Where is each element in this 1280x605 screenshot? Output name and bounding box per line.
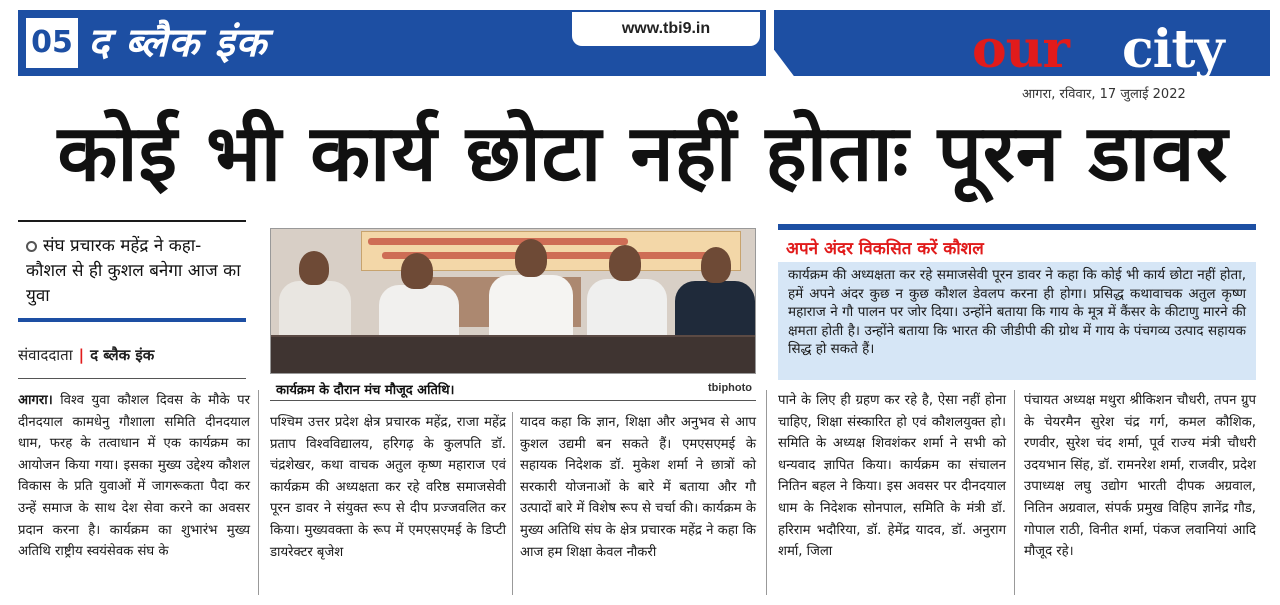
photo-table xyxy=(271,337,755,373)
section-logo-city: city xyxy=(1122,19,1224,80)
article-column-5: पंचायत अध्यक्ष मथुरा श्रीकिशन चौधरी, तपन ग्रुप के चेयरमैन सुरेश चंद्र गर्ग, कमल कौशिक, रणवीर, सुरेश चंद शर्मा, पूर्व राज्य मंत्री चौधरी उदयभान सिंह, डॉ. रामनरेश शर्मा, राजवीर, प्रदेश उपाध्यक्ष लघु उद्योग भारती दीपक अग्रवाल, नितिन अग्रवाल, संपर्क प्रमुख विहिप ज्ञानेंद्र गौड, गोपाल राठी, विनीत शर्मा, पंकज लवानियां आदि मौजूद रहे। xyxy=(1024,393,1256,560)
page-number: 05 xyxy=(26,18,78,68)
bullet-icon xyxy=(26,241,37,252)
section-logo-our: our xyxy=(972,19,1069,80)
divider xyxy=(18,378,246,379)
byline xyxy=(18,345,154,365)
byline-name: द ब्लैक इंक xyxy=(90,346,155,364)
article-column-1 xyxy=(18,390,250,563)
subhead-box xyxy=(18,222,246,319)
headline: कोई भी कार्य छोटा नहीं होताः पूरन डावर xyxy=(57,109,1229,199)
article-column-4: पाने के लिए ही ग्रहण कर रहे है, ऐसा नहीं होना चाहिए, शिक्षा संस्कारित हो एवं कौशलयुक्त हो। समिति के अध्यक्ष शिवशंकर शर्मा ने सभी को धन्यवाद ज्ञापित किया। कार्यक्रम का संचालन नितिन बहल ने किया। इस अवसर पर दीनदयाल धाम के निदेशक सोनपाल, समिति के मंत्री डॉ. हरिराम भदौरिया, डॉ. हेमेंद्र यादव, डॉ. अनुराग शर्मा, जिला xyxy=(778,393,1006,560)
column-separator xyxy=(258,390,259,595)
highlight-box xyxy=(778,262,1256,380)
subhead: संघ प्रचारक महेंद्र ने कहा- कौशल से ही कुशल बनेगा आज का युवा xyxy=(26,236,241,306)
article-column-1-text: विश्व युवा कौशल दिवस के मौके पर दीनदयाल कामधेनु गौशाला समिति दीनदयाल धाम, फरह के तत्वाधान में एक कार्यक्रम का आयोजन किया गया। इसका मुख्य उद्देश्य कौशल विकास के प्रति युवाओं में जागरूकता पैदा कर उन्हें समाज के साथ देश सेवा करने का अवसर प्रदान करना है। कार्यक्रम का शुभारंभ मुख्य अतिथि राष्ट्रीय स्वयंसेवक संघ के xyxy=(18,393,250,560)
photo-caption-text: कार्यक्रम के दौरान मंच मौजूद अतिथि। xyxy=(276,383,455,398)
article-column-2: पश्चिम उत्तर प्रदेश क्षेत्र प्रचारक महेंद्र, राजा महेंद्र प्रताप विश्वविद्यालय, हरिगढ़ के कुलपति डॉ. चंद्रशेखर, कथा वाचक अतुल कृष्ण महाराज एवं कार्यक्रम की अध्यक्षता कर रहे वरिष्ठ समाजसेवी पूरन डावर ने संयुक्त रूप से दीप प्रज्जवलित कर किया। मुख्यवक्ता के रूप में एमएसएमई के डिप्टी डायरेक्टर बृजेश xyxy=(270,415,506,560)
divider-blue xyxy=(18,318,246,322)
column-separator xyxy=(1014,390,1015,595)
brand-logo-hindi: द ब्लैक इंक xyxy=(88,20,268,66)
highlight-text: कार्यक्रम की अध्यक्षता कर रहे समाजसेवी पूरन डावर ने कहा कि कोई भी कार्य छोटा नहीं होता, हमें अपने अंदर कुछ न कुछ कौशल डेवलप करना ही होगा। प्रसिद्ध कथावाचक अतुल कृष्ण महाराज ने गौ पालन पर जोर दिया। उन्होंने बताया कि गाय के मूत्र में कैंसर के कीटाणु मारने की क्षमता होती है। उन्होंने बताया कि भारत की जीडीपी की ग्रोथ में गाय के पंचगव्य उत्पाद सहायक सिद्ध हो सकते हैं। xyxy=(788,267,1246,358)
highlight-top-rule xyxy=(778,224,1256,230)
column-separator xyxy=(766,390,767,595)
highlight-title: अपने अंदर विकसित करें कौशल xyxy=(786,239,984,259)
divider xyxy=(270,400,756,401)
website-link[interactable]: www.tbi9.in xyxy=(572,12,760,46)
byline-separator: | xyxy=(78,346,85,364)
article-dateline: आगरा। xyxy=(18,393,53,408)
column-separator xyxy=(512,412,513,595)
byline-label: संवाददाता xyxy=(18,346,73,364)
event-photo xyxy=(270,228,756,374)
dateline: आगरा, रविवार, 17 जुलाई 2022 xyxy=(1022,87,1186,102)
article-column-3: यादव कहा कि ज्ञान, शिक्षा और अनुभव से आप कुशल उद्यमी बन सकते हैं। एमएसएमई के सहायक निदेशक डॉ. मुकेश शर्मा ने छात्रों को सरकारी योजनाओं के बारे में बताया और गौ उत्पादों बारे में विशेष रूप से चर्चा की। कार्यक्रम के मुख्य अतिथि संघ के क्षेत्र प्रचारक महेंद्र ने कहा कि आज हम शिक्षा केवल नौकरी xyxy=(520,415,756,560)
photo-credit: tbiphoto xyxy=(708,382,752,394)
photo-caption xyxy=(270,378,756,398)
